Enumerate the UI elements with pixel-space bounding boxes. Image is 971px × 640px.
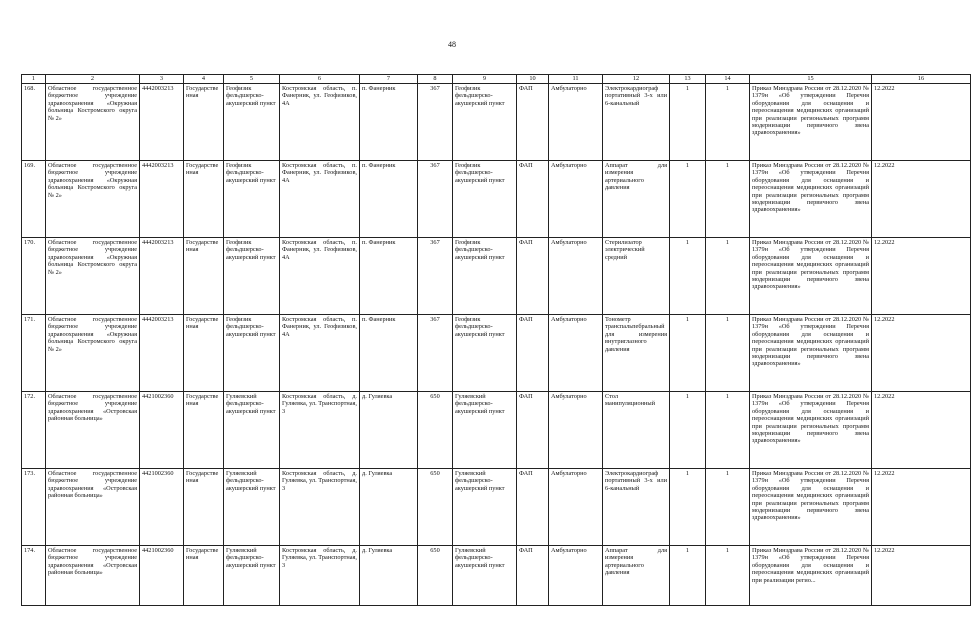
equipment-name-cell: Аппарат для измерения артериального давления bbox=[603, 546, 670, 606]
facility-type-cell: ФАП bbox=[517, 161, 549, 238]
inn-cell: 4442003213 bbox=[140, 161, 184, 238]
care-form-cell: Амбулаторно bbox=[549, 392, 603, 469]
structural-unit-cell: Геофизик фельдшерско-акушерский пункт bbox=[224, 238, 280, 315]
deadline-date-cell: 12.2022 bbox=[872, 161, 971, 238]
address-cell: Костромская область, п. Фанерник, ул. Геофизиков, 4А bbox=[280, 238, 360, 315]
structural-unit-cell: Гуляевский фельдшерско-акушерский пункт bbox=[224, 392, 280, 469]
address-cell: Костромская область, п. Фанерник, ул. Геофизиков, 4А bbox=[280, 84, 360, 161]
care-form-cell: Амбулаторно bbox=[549, 469, 603, 546]
structural-unit-cell: Гуляевский фельдшерско-акушерский пункт bbox=[224, 469, 280, 546]
address-cell: Костромская область, п. Фанерник, ул. Геофизиков, 4А bbox=[280, 161, 360, 238]
population-cell: 650 bbox=[418, 469, 453, 546]
facility-type-cell: ФАП bbox=[517, 315, 549, 392]
quantity-cell: 1 bbox=[670, 315, 706, 392]
legal-basis-cell: Приказ Минздрава России от 28.12.2020 № 1379н «Об утверждении Перечня оборудования для оснащения и переоснащения медицинских организаций при реализации региональных программ модернизации первичного звена здравоохранения» bbox=[750, 84, 872, 161]
row-number-cell: 173. bbox=[22, 469, 46, 546]
inn-cell: 4421002360 bbox=[140, 546, 184, 606]
facility-type-cell: ФАП bbox=[517, 84, 549, 161]
population-cell: 367 bbox=[418, 238, 453, 315]
row-number-cell: 169. bbox=[22, 161, 46, 238]
inn-cell: 4442003213 bbox=[140, 84, 184, 161]
organization-name-cell: Областное государственное бюджетное учреждение здравоохранения «Окружная больница Костромского округа № 2» bbox=[46, 238, 140, 315]
legal-basis-cell: Приказ Минздрава России от 28.12.2020 № 1379н «Об утверждении Перечня оборудования для оснащения и переоснащения медицинских организаций при реализации регио... bbox=[750, 546, 872, 606]
settlement-cell: п. Фанерник bbox=[360, 161, 418, 238]
legal-basis-cell: Приказ Минздрава России от 28.12.2020 № 1379н «Об утверждении Перечня оборудования для оснащения и переоснащения медицинских организаций при реализации региональных программ модернизации первичного звена здравоохранения» bbox=[750, 469, 872, 546]
ownership-form-cell: Государственная bbox=[184, 84, 224, 161]
row-number-cell: 172. bbox=[22, 392, 46, 469]
facility-type-cell: ФАП bbox=[517, 546, 549, 606]
column-header: 1 bbox=[22, 75, 46, 84]
quantity-cell: 1 bbox=[706, 392, 750, 469]
column-header: 10 bbox=[517, 75, 549, 84]
structural-unit-cell: Гуляевский фельдшерско-акушерский пункт bbox=[224, 546, 280, 606]
settlement-cell: д. Гуляевка bbox=[360, 546, 418, 606]
structural-unit-cell: Геофизик фельдшерско-акушерский пункт bbox=[224, 84, 280, 161]
quantity-cell: 1 bbox=[670, 84, 706, 161]
organization-name-cell: Областное государственное бюджетное учреждение здравоохранения «Окружная больница Костромского округа № 2» bbox=[46, 84, 140, 161]
column-header: 9 bbox=[453, 75, 517, 84]
inn-cell: 4442003213 bbox=[140, 315, 184, 392]
address-cell: Костромская область, д. Гуляевка, ул. Транспортная, 3 bbox=[280, 546, 360, 606]
facility-type-cell: ФАП bbox=[517, 392, 549, 469]
row-number-cell: 168. bbox=[22, 84, 46, 161]
row-number-cell: 171. bbox=[22, 315, 46, 392]
equipment-table-wrapper bbox=[21, 74, 925, 640]
address-cell: Костромская область, п. Фанерник, ул. Геофизиков, 4А bbox=[280, 315, 360, 392]
page-number: 48 bbox=[448, 40, 456, 49]
ownership-form-cell: Государственная bbox=[184, 238, 224, 315]
facility-name-cell: Гуляевский фельдшерско-акушерский пункт bbox=[453, 392, 517, 469]
table-row bbox=[22, 161, 971, 238]
population-cell: 650 bbox=[418, 392, 453, 469]
deadline-date-cell: 12.2022 bbox=[872, 546, 971, 606]
legal-basis-cell: Приказ Минздрава России от 28.12.2020 № 1379н «Об утверждении Перечня оборудования для оснащения и переоснащения медицинских организаций при реализации региональных программ модернизации первичного звена здравоохранения» bbox=[750, 315, 872, 392]
equipment-name-cell: Электрокардиограф портативный 3-х или 6-канальный bbox=[603, 84, 670, 161]
equipment-name-cell: Стол манипуляционный bbox=[603, 392, 670, 469]
row-number-cell: 174. bbox=[22, 546, 46, 606]
column-header: 2 bbox=[46, 75, 140, 84]
quantity-cell: 1 bbox=[706, 469, 750, 546]
table-row bbox=[22, 84, 971, 161]
population-cell: 650 bbox=[418, 546, 453, 606]
column-header: 13 bbox=[670, 75, 706, 84]
quantity-cell: 1 bbox=[670, 238, 706, 315]
care-form-cell: Амбулаторно bbox=[549, 84, 603, 161]
quantity-cell: 1 bbox=[706, 546, 750, 606]
column-header: 8 bbox=[418, 75, 453, 84]
quantity-cell: 1 bbox=[706, 238, 750, 315]
facility-name-cell: Гуляевский фельдшерско-акушерский пункт bbox=[453, 469, 517, 546]
settlement-cell: д. Гуляевка bbox=[360, 392, 418, 469]
population-cell: 367 bbox=[418, 161, 453, 238]
care-form-cell: Амбулаторно bbox=[549, 238, 603, 315]
equipment-name-cell: Стерилизатор электрический средний bbox=[603, 238, 670, 315]
legal-basis-cell: Приказ Минздрава России от 28.12.2020 № 1379н «Об утверждении Перечня оборудования для оснащения и переоснащения медицинских организаций при реализации региональных программ модернизации первичного звена здравоохранения» bbox=[750, 238, 872, 315]
ownership-form-cell: Государственная bbox=[184, 315, 224, 392]
organization-name-cell: Областное государственное бюджетное учреждение здравоохранения «Окружная больница Костромского округа № 2» bbox=[46, 315, 140, 392]
quantity-cell: 1 bbox=[670, 469, 706, 546]
settlement-cell: п. Фанерник bbox=[360, 315, 418, 392]
table-body bbox=[22, 84, 971, 606]
structural-unit-cell: Геофизик фельдшерско-акушерский пункт bbox=[224, 161, 280, 238]
column-header: 16 bbox=[872, 75, 971, 84]
table-row bbox=[22, 469, 971, 546]
facility-type-cell: ФАП bbox=[517, 238, 549, 315]
column-header: 5 bbox=[224, 75, 280, 84]
deadline-date-cell: 12.2022 bbox=[872, 238, 971, 315]
address-cell: Костромская область, д. Гуляевка, ул. Транспортная, 3 bbox=[280, 469, 360, 546]
table-row bbox=[22, 392, 971, 469]
deadline-date-cell: 12.2022 bbox=[872, 84, 971, 161]
care-form-cell: Амбулаторно bbox=[549, 161, 603, 238]
quantity-cell: 1 bbox=[670, 392, 706, 469]
ownership-form-cell: Государственная bbox=[184, 546, 224, 606]
column-number-header-row bbox=[22, 75, 971, 84]
care-form-cell: Амбулаторно bbox=[549, 315, 603, 392]
facility-name-cell: Геофизик фельдшерско-акушерский пункт bbox=[453, 238, 517, 315]
facility-type-cell: ФАП bbox=[517, 469, 549, 546]
table-row bbox=[22, 315, 971, 392]
facility-name-cell: Геофизик фельдшерско-акушерский пункт bbox=[453, 315, 517, 392]
settlement-cell: п. Фанерник bbox=[360, 238, 418, 315]
facility-name-cell: Геофизик фельдшерско-акушерский пункт bbox=[453, 161, 517, 238]
facility-name-cell: Гуляевский фельдшерско-акушерский пункт bbox=[453, 546, 517, 606]
equipment-table bbox=[21, 74, 971, 606]
row-number-cell: 170. bbox=[22, 238, 46, 315]
column-header: 11 bbox=[549, 75, 603, 84]
address-cell: Костромская область, д. Гуляевка, ул. Транспортная, 3 bbox=[280, 392, 360, 469]
column-header: 6 bbox=[280, 75, 360, 84]
ownership-form-cell: Государственная bbox=[184, 469, 224, 546]
column-header: 12 bbox=[603, 75, 670, 84]
table-row bbox=[22, 238, 971, 315]
organization-name-cell: Областное государственное бюджетное учреждение здравоохранения «Островская районная больница» bbox=[46, 469, 140, 546]
column-header: 15 bbox=[750, 75, 872, 84]
column-header: 3 bbox=[140, 75, 184, 84]
inn-cell: 4442003213 bbox=[140, 238, 184, 315]
deadline-date-cell: 12.2022 bbox=[872, 469, 971, 546]
ownership-form-cell: Государственная bbox=[184, 392, 224, 469]
structural-unit-cell: Геофизик фельдшерско-акушерский пункт bbox=[224, 315, 280, 392]
inn-cell: 4421002360 bbox=[140, 392, 184, 469]
equipment-name-cell: Электрокардиограф портативный 3-х или 6-канальный bbox=[603, 469, 670, 546]
equipment-name-cell: Аппарат для измерения артериального давления bbox=[603, 161, 670, 238]
facility-name-cell: Геофизик фельдшерско-акушерский пункт bbox=[453, 84, 517, 161]
quantity-cell: 1 bbox=[706, 315, 750, 392]
organization-name-cell: Областное государственное бюджетное учреждение здравоохранения «Островская районная больница» bbox=[46, 392, 140, 469]
quantity-cell: 1 bbox=[670, 546, 706, 606]
legal-basis-cell: Приказ Минздрава России от 28.12.2020 № 1379н «Об утверждении Перечня оборудования для оснащения и переоснащения медицинских организаций при реализации региональных программ модернизации первичного звена здравоохранения» bbox=[750, 392, 872, 469]
organization-name-cell: Областное государственное бюджетное учреждение здравоохранения «Окружная больница Костромского округа № 2» bbox=[46, 161, 140, 238]
inn-cell: 4421002360 bbox=[140, 469, 184, 546]
column-header: 7 bbox=[360, 75, 418, 84]
quantity-cell: 1 bbox=[706, 84, 750, 161]
deadline-date-cell: 12.2022 bbox=[872, 392, 971, 469]
deadline-date-cell: 12.2022 bbox=[872, 315, 971, 392]
quantity-cell: 1 bbox=[670, 161, 706, 238]
organization-name-cell: Областное государственное бюджетное учреждение здравоохранения «Островская районная больница» bbox=[46, 546, 140, 606]
care-form-cell: Амбулаторно bbox=[549, 546, 603, 606]
ownership-form-cell: Государственная bbox=[184, 161, 224, 238]
equipment-name-cell: Тонометр транспальпебральный для измерения внутриглазного давления bbox=[603, 315, 670, 392]
table-row bbox=[22, 546, 971, 606]
settlement-cell: д. Гуляевка bbox=[360, 469, 418, 546]
population-cell: 367 bbox=[418, 315, 453, 392]
column-header: 14 bbox=[706, 75, 750, 84]
column-header: 4 bbox=[184, 75, 224, 84]
legal-basis-cell: Приказ Минздрава России от 28.12.2020 № 1379н «Об утверждении Перечня оборудования для оснащения и переоснащения медицинских организаций при реализации региональных программ модернизации первичного звена здравоохранения» bbox=[750, 161, 872, 238]
settlement-cell: п. Фанерник bbox=[360, 84, 418, 161]
population-cell: 367 bbox=[418, 84, 453, 161]
quantity-cell: 1 bbox=[706, 161, 750, 238]
